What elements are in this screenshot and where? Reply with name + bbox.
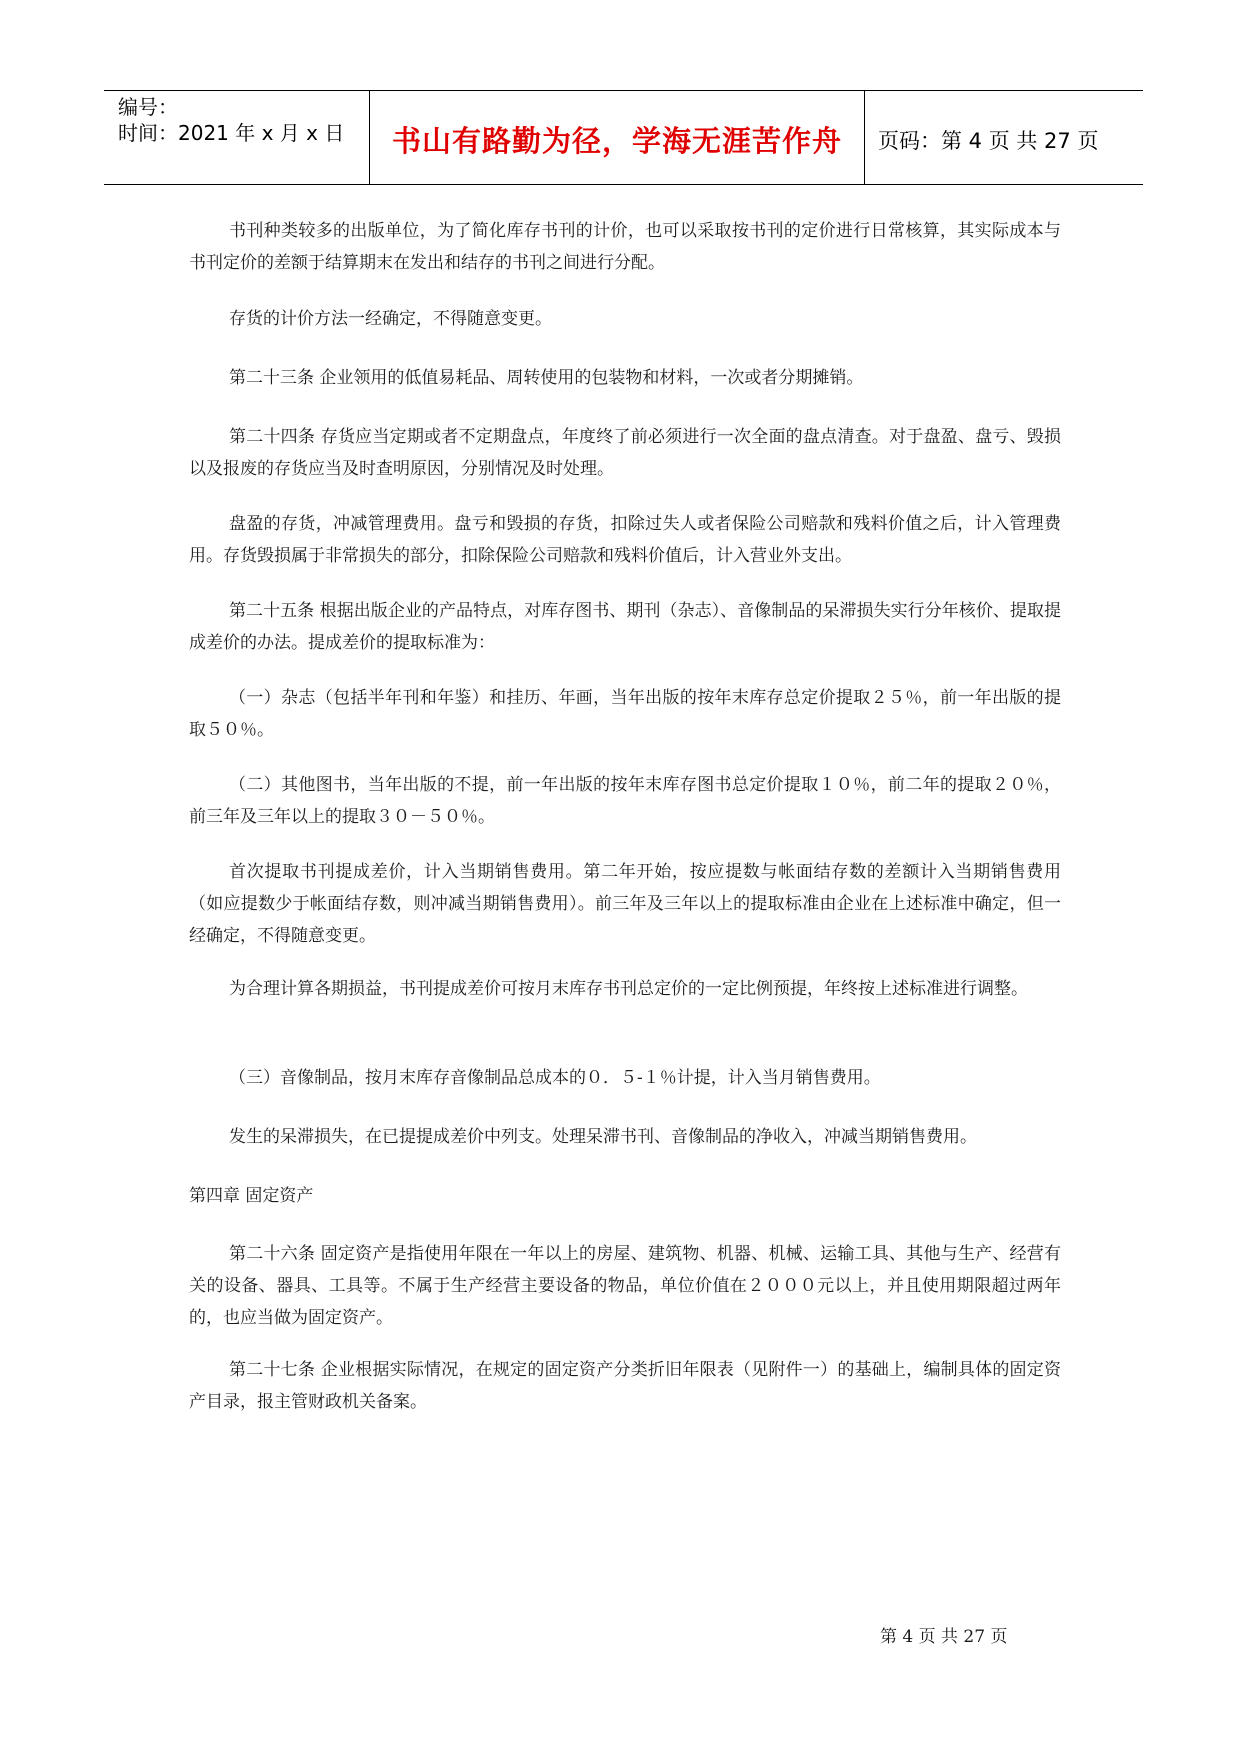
paragraph: 第二十四条 存货应当定期或者不定期盘点，年度终了前必须进行一次全面的盘点清查。对于盘盈、盘亏、毁损以及报废的存货应当及时查明原因，分别情况及时处理。 [189,427,1061,479]
page-footer: 第 4 页 共 27 页 [880,1627,1008,1647]
paragraph: 第二十七条 企业根据实际情况，在规定的固定资产分类折旧年限表（见附件一）的基础上，编制具体的固定资产目录，报主管财政机关备案。 [189,1360,1061,1412]
document-number-label: 编号： [118,95,178,119]
header-motto: 书山有路勤为径，学海无涯苦作舟 [391,124,842,158]
paragraph: （二）其他图书，当年出版的不提，前一年出版的按年末库存图书总定价提取１０％，前二年的提取２０％，前三年及三年以上的提取３０－５０％。 [189,775,1061,827]
paragraph: 书刊种类较多的出版单位，为了简化库存书刊的计价，也可以采取按书刊的定价进行日常核算，其实际成本与书刊定价的差额于结算期末在发出和结存的书刊之间进行分配。 [189,221,1061,273]
header-meta-cell [104,91,368,184]
paragraph: 存货的计价方法一经确定，不得随意变更。 [229,309,552,329]
paragraph: 发生的呆滞损失，在已提提成差价中列支。处理呆滞书刊、音像制品的净收入，冲减当期销售费用。 [229,1127,977,1147]
paragraph: 盘盈的存货，冲减管理费用。盘亏和毁损的存货，扣除过失人或者保险公司赔款和残料价值之后，计入管理费用。存货毁损属于非常损失的部分，扣除保险公司赔款和残料价值后，计入营业外支出。 [189,514,1061,566]
paragraph: （三）音像制品，按月末库存音像制品总成本的０．５-１％计提，计入当月销售费用。 [229,1068,881,1088]
header-motto-cell [369,91,865,184]
paragraph: 首次提取书刊提成差价，计入当期销售费用。第二年开始，按应提数与帐面结存数的差额计入当期销售费用（如应提数少于帐面结存数，则冲减当期销售费用）。前三年及三年以上的提取标准由企业在上述标准中确定，但一经确定，不得随意变更。 [189,862,1061,946]
header-page-number: 页码：第 4 页 共 27 页 [878,129,1099,153]
paragraph: 为合理计算各期损益，书刊提成差价可按月末库存书刊总定价的一定比例预提，年终按上述标准进行调整。 [229,979,1028,999]
paragraph: （一）杂志（包括半年刊和年鉴）和挂历、年画，当年出版的按年末库存总定价提取２５％，前一年出版的提取５０％。 [189,688,1061,740]
page-header [104,90,1143,185]
chapter-heading: 第四章 固定资产 [189,1186,314,1206]
header-page-cell [864,91,1143,184]
paragraph: 第二十六条 固定资产是指使用年限在一年以上的房屋、建筑物、机器、机械、运输工具、其他与生产、经营有关的设备、器具、工具等。不属于生产经营主要设备的物品，单位价值在２０００元以上，并且使用期限超过两年的，也应当做为固定资产。 [189,1244,1061,1328]
document-time-label: 时间：2021 年 x 月 x 日 [118,121,345,145]
paragraph: 第二十五条 根据出版企业的产品特点，对库存图书、期刊（杂志）、音像制品的呆滞损失实行分年核价、提取提成差价的办法。提成差价的提取标准为： [189,601,1061,653]
paragraph: 第二十三条 企业领用的低值易耗品、周转使用的包装物和材料，一次或者分期摊销。 [229,368,864,388]
